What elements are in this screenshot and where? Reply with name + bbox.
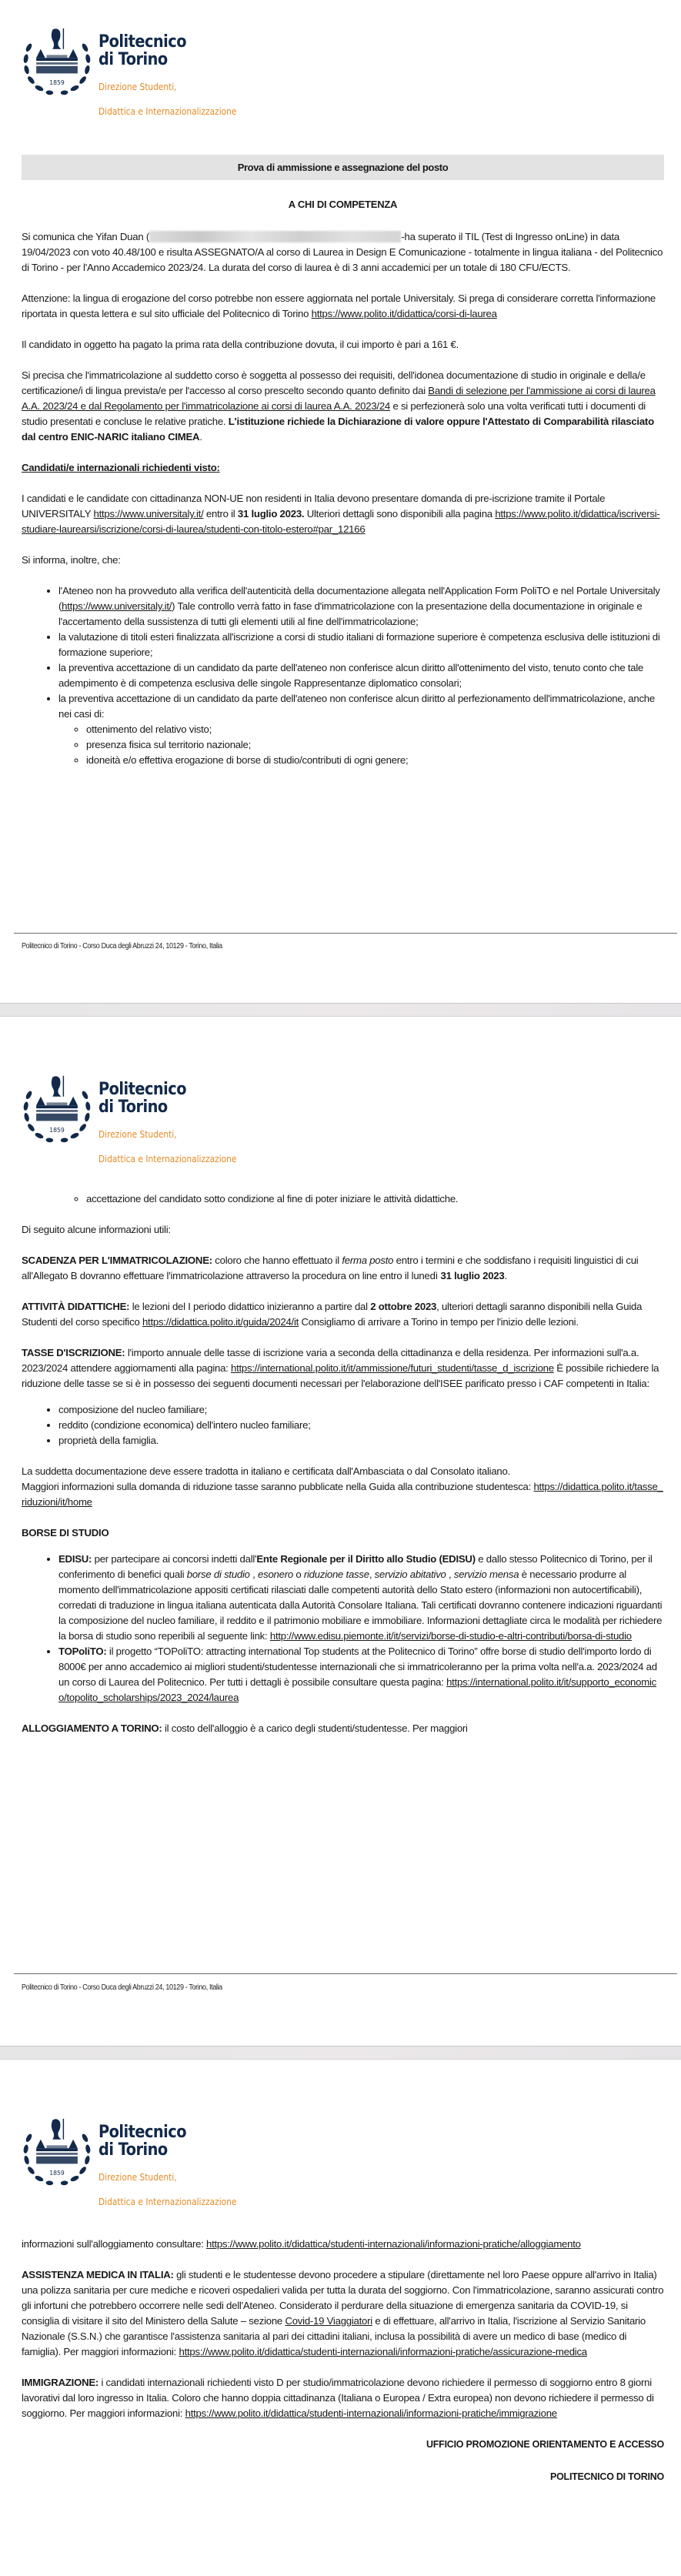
tasse-iscrizione-link[interactable]: https://international.polito.it/it/ammissione/futuri_studenti/tasse_d_iscrizione — [231, 1362, 554, 1374]
covid-viaggiatori-link[interactable]: Covid-19 Viaggiatori — [285, 2315, 372, 2327]
logo-name-line2: di Torino — [98, 2140, 168, 2160]
logo-name-line1: Politecnico — [98, 32, 187, 52]
assicurazione-medica-link[interactable]: https://www.polito.it/didattica/studenti-internazionali/informazioni-pratiche/assicurazione-medica — [179, 2346, 587, 2357]
teaching-label: ATTIVITÀ DIDATTICHE: — [22, 1301, 130, 1312]
deadline-paragraph: SCADENZA PER L'IMMATRICOLAZIONE: coloro che hanno effettuato il ferma posto entro i termini e che soddisfano i requisiti linguistici di cui all'Allegato B dovranno effettuare l'immatricolazione attraverso la procedura on line entro il lunedì 31 luglio 2023. — [22, 1255, 639, 1281]
university-logo — [20, 2116, 261, 2208]
document-page-2 — [0, 1017, 681, 2108]
document-page-1 — [0, 0, 681, 1003]
page1-content — [22, 155, 664, 783]
housing-paragraph-cont: informazioni sull'alloggiamento consultare: https://www.polito.it/didattica/studenti-internazionali/informazioni-pratiche/alloggiamento — [22, 2238, 581, 2250]
page-footer: Politecnico di Torino - Corso Duca degli Abruzzi 24, 10129 - Torino, Italia — [22, 942, 222, 951]
guida-studenti-link[interactable]: https://didattica.polito.it/guida/2024/it — [142, 1316, 299, 1328]
page-separator — [0, 2046, 681, 2060]
scholarships-list — [22, 1552, 664, 1706]
notice-subitem: ◦ accettazione del candidato sotto condizione al fine di poter iniziare le attività didattiche. — [86, 1191, 664, 1207]
notice-list — [22, 583, 664, 768]
universitaly-link-2[interactable]: https://www.universitaly.it/ — [62, 600, 172, 612]
addressee-heading: A CHI DI COMPETENZA — [288, 199, 398, 210]
document-title: Prova di ammissione e assegnazione del posto — [22, 155, 664, 180]
notice-item: • la valutazione di titoli esteri finalizzata all'iscrizione a corsi di studio italiani di formazione superiore è competenza esclusiva delle istituzioni di formazione superiore; — [58, 630, 664, 660]
logo-dept-line1: Direzione Studenti, — [98, 1128, 177, 1140]
logo-dept-line1: Direzione Studenti, — [98, 2171, 177, 2183]
teaching-activities-paragraph: ATTIVITÀ DIDATTICHE: le lezioni del I periodo didattico inizieranno a partire dal 2 ottobre 2023, ulteriori dettagli saranno disponibili nella Guida Studenti del corso specifico https://didattica.polito.it/guida/2024/it Consigliamo di arrivare a Torino in tempo per l'inizio delle lezioni. — [22, 1301, 643, 1328]
requirements-paragraph: Si precisa che l'immatricolazione al suddetto corso è soggetta al possesso dei requisiti, dell'idonea documentazione di studio in originale e della/e certificazione/i di lingua prevista/e per l'accesso al corso prescelto secondo quanto definito dai Bandi di selezione per l'ammissione ai corsi di laurea A.A. 2023/24 e dal Regolamento per l'immatricolazione ai corsi di laurea A.A. 2023/24 e si perfezionerà solo una volta verificati tutti i documenti di studio presentati e concluse le relative pratiche. L'istituzione richiede la Dichiarazione di valore oppure l'Attestato di Comparabilità rilasciato dal centro ENIC-NARIC italiano CIMEA. — [22, 369, 656, 443]
fees-label: TASSE D'ISCRIZIONE: — [22, 1347, 125, 1358]
signature-office: UFFICIO PROMOZIONE ORIENTAMENTO E ACCESSO — [426, 2439, 664, 2450]
notice-sublist-cont — [22, 1191, 664, 1207]
redacted-text — [149, 231, 401, 242]
signature-university: POLITECNICO DI TORINO — [550, 2471, 664, 2482]
university-seal-icon — [20, 2116, 94, 2190]
tasse-riduzioni-link[interactable]: https://didattica.polito.it/tasse_riduzioni/it/home — [22, 1481, 663, 1508]
universitaly-link[interactable]: https://www.universitaly.it/ — [93, 508, 204, 520]
immigration-label: IMMIGRAZIONE: — [22, 2377, 99, 2388]
notice-item: • la preventiva accettazione di un candidato da parte dell'ateneo non conferisce alcun diritto al perfezionamento dell'immatricolazione, anche nei casi di: ◦ ottenimento del relativo visto; ◦ presenza fisica sul territorio nazionale; ◦ idoneità e/o effettiva erogazione di borse di studio/contributi di ogni genere; — [58, 691, 664, 768]
medical-label: ASSISTENZA MEDICA IN ITALIA: — [22, 2269, 174, 2280]
housing-paragraph: ALLOGGIAMENTO A TORINO: il costo dell'alloggio è a carico degli studenti/studentesse. Per maggiori — [22, 1722, 468, 1734]
scholarship-item-edisu: • EDISU: per partecipare ai concorsi indetti dall'Ente Regionale per il Diritto allo Studio (EDISU) e dallo stesso Politecnico di Torino, per il conferimento di benefici quali borse di studio , esonero o riduzione tasse, servizio abitativo , servizio mensa è necessario produrre al momento dell'immatricolazione appositi certificati rilasciati dalle competenti autorità dello Stato estero (informazioni non autocertificabili), corredati di traduzione in lingua italiana autenticata dalla Autorità Consolare Italiana. Tali certificati dovranno contenere indicazioni riguardanti la composizione del nucleo familiare, il reddito e il patrimonio mobiliare e immobiliare. Informazioni dettagliate circa le modalità per richiedere la borsa di studio sono reperibili al seguente link: http://www.edisu.piemonte.it/it/servizi/borse-di-studio-e-altri-contributi/borsa-di-studio — [58, 1552, 664, 1644]
university-logo — [20, 25, 261, 118]
seal-year: 1859 — [49, 1126, 65, 1134]
notice-sublist — [58, 722, 664, 768]
footer-divider — [14, 1973, 677, 1974]
visa-paragraph: I candidati e le candidate con cittadinanza NON-UE non residenti in Italia devono presentare domanda di pre-iscrizione tramite il Portale UNIVERSITALY https://www.universitaly.it/ entro il 31 luglio 2023. Ulteriori dettagli sono disponibili alla pagina https://www.polito.it/didattica/iscriversi-studiare-laurearsi/iscrizione/corsi-di-laurea/studenti-con-titolo-estero#par_12166 — [22, 493, 660, 535]
translation-paragraph: La suddetta documentazione deve essere tradotta in italiano e certificata dall'Ambasciata o dal Consolato italiano. Maggiori informazioni sulla domanda di riduzione tasse saranno pubblicate nella Guida alla contribuzione studentesca: https://didattica.polito.it/tasse_riduzioni/it/home — [22, 1465, 663, 1508]
immigration-paragraph: IMMIGRAZIONE: i candidati internazionali richiedenti visto D per studio/immatricolazione devono richiedere il permesso di soggiorno entro 8 giorni lavorativi dal loro ingresso in Italia. Coloro che hanno doppia cittadinanza (Italiana o Europea / Extra europea) non devono richiedere il permesso di soggiorno. Per maggiori informazioni: https://www.polito.it/didattica/studenti-internazionali/informazioni-pratiche/immigrazione — [22, 2377, 654, 2419]
scholarship-item-topolito: • TOPoliTO: il progetto “TOPoliTO: attracting international Top students at the Politecnico di Torino” offre borse di studio dell'importo lordo di 8000€ per anno accademico ai migliori studenti/studentesse internazionali che si immatricoleranno per la prima volta nell'a.a. 2023/2024 ad un corso di Laurea del Politecnico. Per tutti i dettagli è possibile consultare questa pagina: https://international.polito.it/it/supporto_economico/topolito_scholarships/2023_2024/laurea — [58, 1644, 664, 1706]
logo-dept-line1: Direzione Studenti, — [98, 81, 177, 92]
corsi-di-laurea-link[interactable]: https://www.polito.it/didattica/corsi-di-laurea — [311, 308, 497, 319]
housing-label: ALLOGGIAMENTO A TORINO: — [22, 1722, 162, 1734]
logo-name-line1: Politecnico — [98, 2123, 187, 2142]
bandi-regolamento-link[interactable]: Bandi di selezione per l'ammissione ai corsi di laurea A.A. 2023/24 e dal Regolamento per l'immatricolazione ai corsi di laurea A.A. 2023/24 — [22, 385, 656, 412]
logo-name-line2: di Torino — [98, 50, 168, 69]
useful-info-intro: Di seguito alcune informazioni utili: — [22, 1224, 171, 1235]
fee-document-item: • reddito (condizione economica) dell'intero nucleo familiare; — [58, 1418, 664, 1433]
edisu-link[interactable]: http://www.edisu.piemonte.it/it/servizi/borse-di-studio-e-altri-contributi/borsa-di-studio — [269, 1630, 632, 1642]
university-logo — [20, 1073, 261, 1165]
studenti-titolo-estero-link[interactable]: https://www.polito.it/didattica/iscriversi-studiare-laurearsi/iscrizione/corsi-di-laurea/studenti-con-titolo-estero#par_12166 — [22, 508, 660, 535]
payment-paragraph: Il candidato in oggetto ha pagato la prima rata della contribuzione dovuta, il cui importo è pari a 161 €. — [22, 339, 459, 350]
medical-paragraph: ASSISTENZA MEDICA IN ITALIA: gli studenti e le studentesse devono procedere a stipulare (direttamente nel loro Paese oppure all'arrivo in Italia) una polizza sanitaria per cure mediche e ricoveri ospedalieri valida per tutta la durata del soggiorno. Con l'immatricolazione, saranno assicurati contro gli infortuni che potrebbero occorrere nelle sedi dell'Ateneo. Considerato il perdurare della situazione di emergenza sanitaria da COVID-19, si consiglia di visitare il sito del Ministero della Salute – sezione Covid-19 Viaggiatori e di effettuare, all'arrivo in Italia, l'iscrizione al Servizio Sanitario Nazionale (S.S.N.) che garantisce l'assistenza sanitaria al pari dei cittadini italiani, inclusa la possibilità di avere un medico di base (medico di famiglia). Per maggiori informazioni: https://www.polito.it/didattica/studenti-internazionali/informazioni-pratiche/assicurazione-medica — [22, 2269, 664, 2357]
fee-document-item: • proprietà della famiglia. — [58, 1433, 664, 1448]
inform-intro: Si informa, inoltre, che: — [22, 554, 121, 566]
visa-heading: Candidati/e internazionali richiedenti visto: — [22, 462, 220, 473]
footer-divider — [14, 933, 677, 934]
document-page-3 — [0, 2060, 681, 2576]
seal-year: 1859 — [49, 2169, 65, 2177]
page2-content — [22, 1191, 664, 1752]
university-seal-icon — [20, 1073, 94, 1147]
alloggiamento-link[interactable]: https://www.polito.it/didattica/studenti-internazionali/informazioni-pratiche/alloggiamento — [206, 2238, 581, 2250]
fee-documents-list — [22, 1402, 664, 1448]
seal-year: 1859 — [49, 79, 65, 86]
logo-name-line1: Politecnico — [98, 1080, 187, 1099]
university-seal-icon — [20, 25, 94, 99]
logo-dept-line2: Didattica e Internazionalizzazione — [98, 2196, 237, 2207]
immigrazione-link[interactable]: https://www.polito.it/didattica/studenti-internazionali/informazioni-pratiche/immigrazione — [185, 2407, 557, 2419]
scholarships-heading: BORSE DI STUDIO — [22, 1527, 109, 1539]
page3-content — [22, 2237, 664, 2500]
deadline-label: SCADENZA PER L'IMMATRICOLAZIONE: — [22, 1255, 212, 1266]
logo-dept-line2: Didattica e Internazionalizzazione — [98, 1153, 237, 1164]
page-separator — [0, 1003, 681, 1017]
notice-item: • la preventiva accettazione di un candidato da parte dell'ateneo non conferisce alcun diritto all'ottenimento del visto, tenuto conto che tale adempimento è di competenza esclusiva delle singole Rappresentanze diplomatico consolari; — [58, 660, 664, 691]
fees-paragraph: TASSE D'ISCRIZIONE: l'importo annuale delle tasse di iscrizione varia a seconda della cittadinanza e della residenza. Per informazioni sull'a.a. 2023/2024 attendere aggiornamenti alla pagina: https://international.polito.it/it/ammissione/futuri_studenti/tasse_d_iscrizione È possibile richiedere la riduzione delle tasse se si è in possesso dei seguenti documenti necessari per l'elaborazione dell'ISEE parificato presso i CAF competenti in Italia: — [22, 1347, 659, 1389]
page-footer: Politecnico di Torino - Corso Duca degli Abruzzi 24, 10129 - Torino, Italia — [22, 1983, 222, 1992]
notice-subitem: ◦ presenza fisica sul territorio nazionale; — [86, 737, 664, 753]
fee-document-item: • composizione del nucleo familiare; — [58, 1402, 664, 1418]
notice-subitem: ◦ ottenimento del relativo visto; — [86, 722, 664, 737]
intro-paragraph: Si comunica che Yifan Duan ( -ha superato il TIL (Test di Ingresso onLine) in data 19/04/2023 con voto 40.48/100 e risulta ASSEGNATO/A al corso di Laurea in Design E Comunicazione - totalmente in lingua italiana - del Politecnico di Torino - per l'Anno Accademico 2023/24. La durata del corso di laurea è di 3 anni accademici per un totale di 180 CFU/ECTS. — [22, 231, 663, 273]
logo-dept-line2: Didattica e Internazionalizzazione — [98, 105, 237, 117]
notice-subitem: ◦ idoneità e/o effettiva erogazione di borse di studio/contributi di ogni genere; — [86, 753, 664, 768]
attention-paragraph: Attenzione: la lingua di erogazione del corso potrebbe non essere aggiornata nel portale Universitaly. Si prega di considerare corretta l'informazione riportata in questa lettera e sul sito ufficiale del Politecnico di Torino https://www.polito.it/didattica/corsi-di-laurea — [22, 292, 656, 319]
notice-item: • l'Ateneo non ha provveduto alla verifica dell'autenticità della documentazione allegata nell'Application Form PoliTO e nel Portale Universitaly (https://www.universitaly.it/) Tale controllo verrà fatto in fase d'immatricolazione con la presentazione della documentazione in originale e l'accertamento della sussistenza di tutti gli elementi utili al fine dell'immatricolazione; — [58, 583, 664, 630]
topolito-link[interactable]: https://international.polito.it/it/supporto_economico/topolito_scholarships/2023_2024/laurea — [58, 1676, 656, 1703]
logo-name-line2: di Torino — [98, 1098, 168, 1117]
